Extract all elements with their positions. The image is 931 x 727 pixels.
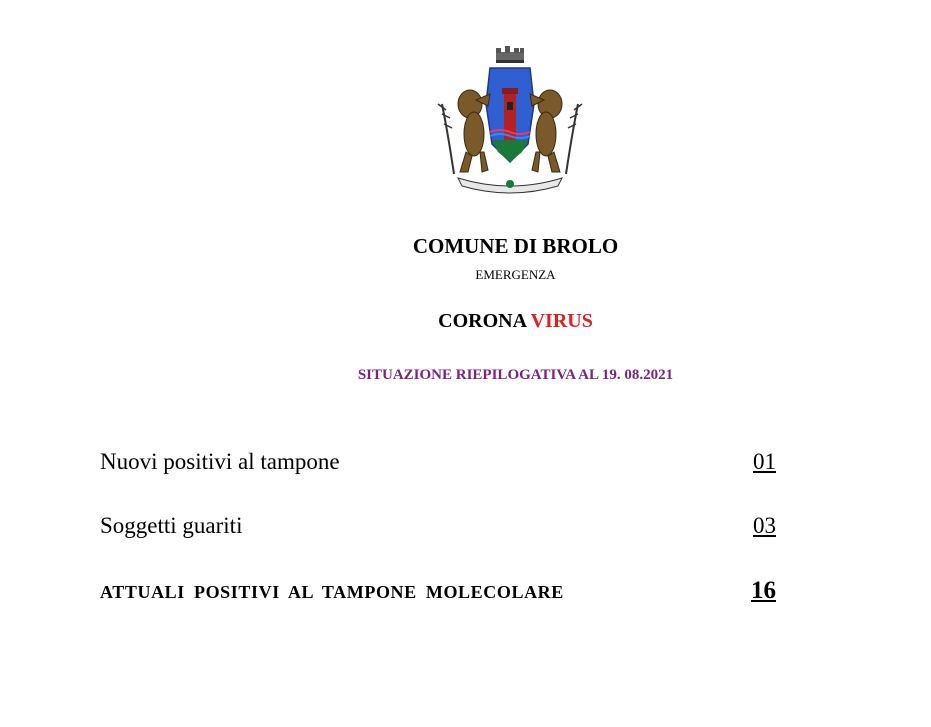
stat-row-new-positives	[100, 449, 776, 475]
new-positives-value: 01	[753, 449, 776, 474]
corona-word: CORONA	[438, 310, 526, 332]
corona-virus-heading	[50, 310, 931, 333]
crown-icon	[496, 46, 524, 63]
healed-label: Soggetti guariti	[100, 513, 243, 538]
stat-row-current-positives	[100, 577, 776, 605]
healed-value: 03	[753, 513, 776, 538]
emergency-subtitle: EMERGENZA	[475, 267, 556, 282]
coat-of-arms-icon	[430, 44, 590, 200]
virus-word: VIRUS	[530, 310, 593, 332]
summary-date-heading: SITUAZIONE RIEPILOGATIVA AL 19. 08.2021	[357, 367, 674, 383]
municipality-title: COMUNE DI BROLO	[412, 234, 619, 258]
new-positives-label: Nuovi positivi al tampone	[100, 449, 340, 474]
current-positives-label: ATTUALI POSITIVI AL TAMPONE MOLECOLARE	[100, 582, 564, 602]
stat-row-healed	[100, 513, 776, 539]
current-positives-value: 16	[751, 577, 776, 604]
